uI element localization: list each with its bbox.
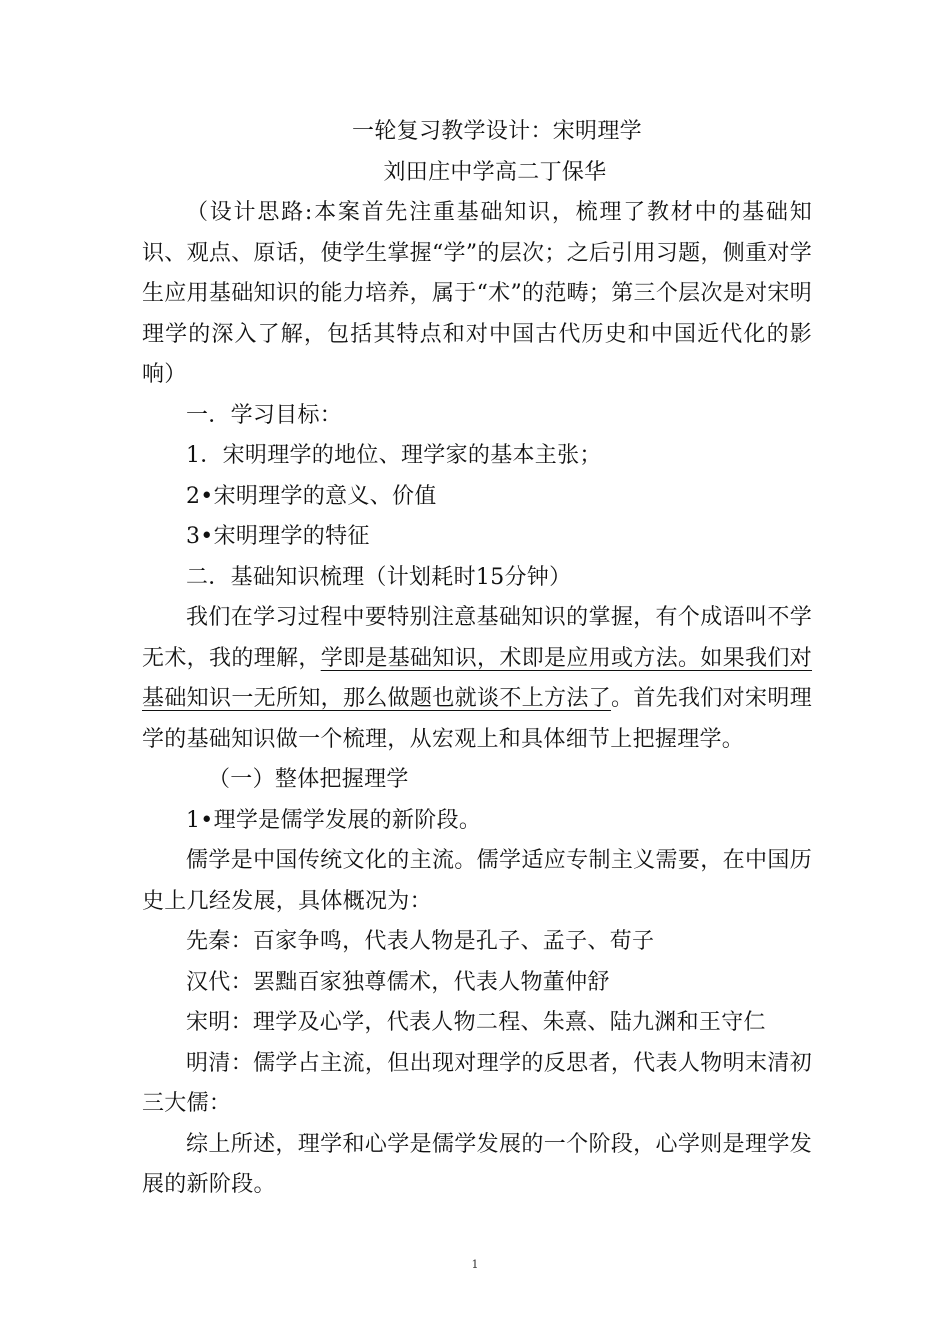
period-item: 先秦：百家争鸣，代表人物是孔子、孟子、荀子: [186, 929, 655, 954]
point-heading: 1•理学是儒学发展的新阶段。: [186, 807, 482, 833]
period-item-mingqing: 明清：儒学占主流，但出现对理学的反思者，代表人物明末清初三大儒：: [142, 1050, 812, 1116]
page-number: 1: [471, 1258, 479, 1271]
intro-text: 我们在学习过程中要特别注意基础知识的掌握，有个成语叫不学无术，我的理解，: [142, 605, 812, 671]
document-title: 一轮复习教学设计：宋明理学: [352, 119, 642, 144]
summary-paragraph: 综上所述，理学和心学是儒学发展的一个阶段，心学则是理学发展的新阶段。: [142, 1131, 812, 1197]
intro-underlined-text: 学即是基础知识，术即是应用或方法。如果我们对基础知识一无所知，那么做题也就谈不上方法了: [142, 645, 813, 711]
subsection-heading: （一）整体把握理学: [208, 767, 409, 792]
section2-intro: [142, 598, 812, 760]
paragraph: 儒学是中国传统文化的主流。儒学适应专制主义需要，在中国历史上几经发展，具体概况为：: [142, 848, 812, 914]
objective-item: 2•宋明理学的意义、价值: [186, 483, 437, 509]
objective-item: 3•宋明理学的特征: [186, 524, 370, 549]
design-note: （设计思路:本案首先注重基础知识，梳理了教材中的基础知识、观点、原话，使学生掌握“学”的层次；之后引用习题，侧重对学生应用基础知识的能力培养，属于“术”的范畴；第三个层次是对宋明理学的深入了解，包括其特点和对中国古代历史和中国近代化的影响）: [142, 200, 812, 387]
period-item: 汉代：罢黜百家独尊儒术，代表人物董仲舒: [186, 969, 610, 995]
objective-item: 1．宋明理学的地位、理学家的基本主张；: [186, 443, 602, 468]
section2-heading: 二．基础知识梳理（计划耗时15分钟）: [186, 564, 572, 590]
intro-text-end: 。首先我们对宋明理学的基础知识做一个梳理，从宏观上和具体细节上把握理学。: [142, 686, 812, 752]
section1-heading: 一．学习目标：: [186, 402, 343, 428]
document-author: 刘田庄中学高二丁保华: [383, 159, 607, 185]
document-body: [142, 112, 812, 1206]
period-item: 宋明：理学及心学，代表人物二程、朱熹、陆九渊和王守仁: [186, 1010, 766, 1035]
